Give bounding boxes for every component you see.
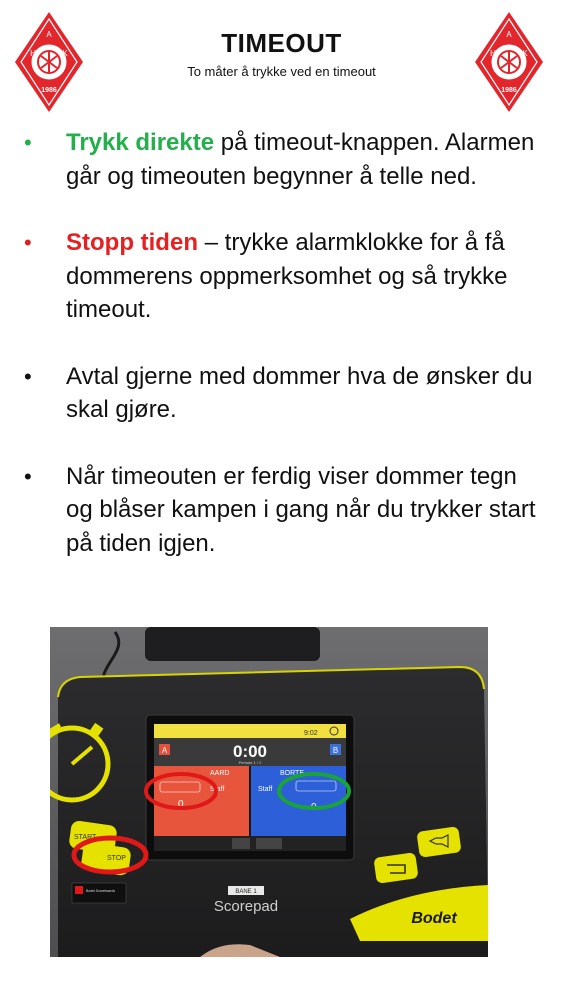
bane-tag-label: BANE 1 <box>235 889 257 895</box>
list-item <box>24 226 544 327</box>
list-item <box>24 460 544 561</box>
away-label: BORTE <box>280 770 304 777</box>
logo-initial-h: H <box>490 49 496 58</box>
logo-initial-a: A <box>46 30 52 39</box>
bullet-icon: • <box>24 230 32 255</box>
bullet-text <box>66 126 544 193</box>
bullet-text <box>66 226 544 327</box>
contact-sticker-text: Bodet Scoreboards <box>86 889 116 893</box>
bullet-icon: • <box>24 463 32 489</box>
screen-clock: 0:00 <box>232 742 268 761</box>
bullet-text <box>66 460 544 561</box>
page-subtitle: To måter å trykke ved en timeout <box>187 64 376 79</box>
product-name: Scorepad <box>213 898 279 915</box>
scorepad-photo <box>50 627 488 957</box>
logo-year: 1986 <box>501 87 517 94</box>
screen-period: Periode 1 / 2 <box>238 760 262 765</box>
brand-name: Bodet <box>411 910 457 927</box>
logo-initial-a: A <box>506 30 512 39</box>
away-score: 0 <box>311 802 317 813</box>
stop-button-label: STOP <box>107 855 126 862</box>
home-label: AARD <box>210 770 230 777</box>
bullet-highlight: Trykk direkte <box>66 129 215 156</box>
list-item <box>24 126 544 193</box>
list-item <box>24 360 544 427</box>
screen-status-time: 9:02 <box>304 730 318 737</box>
logo-initial-k: K <box>62 49 68 58</box>
bullet-icon: • <box>24 363 32 389</box>
home-staff-label: Staff <box>210 786 225 793</box>
logo-initial-k: K <box>522 49 528 58</box>
home-badge-letter: A <box>161 746 168 755</box>
page-title: TIMEOUT <box>221 28 342 58</box>
header <box>0 26 563 79</box>
bullet-body: Avtal gjerne med dommer hva de ønsker du skal gjøre. <box>66 362 533 423</box>
home-score: 0 <box>178 799 184 810</box>
instruction-list <box>24 126 544 593</box>
cover-pad <box>145 627 320 661</box>
bullet-text <box>66 360 544 427</box>
bullet-icon: • <box>24 130 32 155</box>
logo-year: 1986 <box>41 87 57 94</box>
away-badge-letter: B <box>332 746 339 755</box>
start-button-label: START <box>74 834 97 841</box>
logo-initial-h: H <box>30 49 36 58</box>
bullet-body: – trykke alarmklokke for å få dommerens oppmerksomhet og så trykke timeout. <box>66 229 508 323</box>
bullet-body: på timeout-knappen. Alarmen går og timeouten begynner å telle ned. <box>66 129 535 190</box>
bullet-body: Når timeouten er ferdig viser dommer tegn og blåser kampen i gang når du trykker start på tiden igjen. <box>66 462 536 557</box>
away-staff-label: Staff <box>258 786 273 793</box>
bullet-highlight: Stopp tiden <box>66 229 198 256</box>
